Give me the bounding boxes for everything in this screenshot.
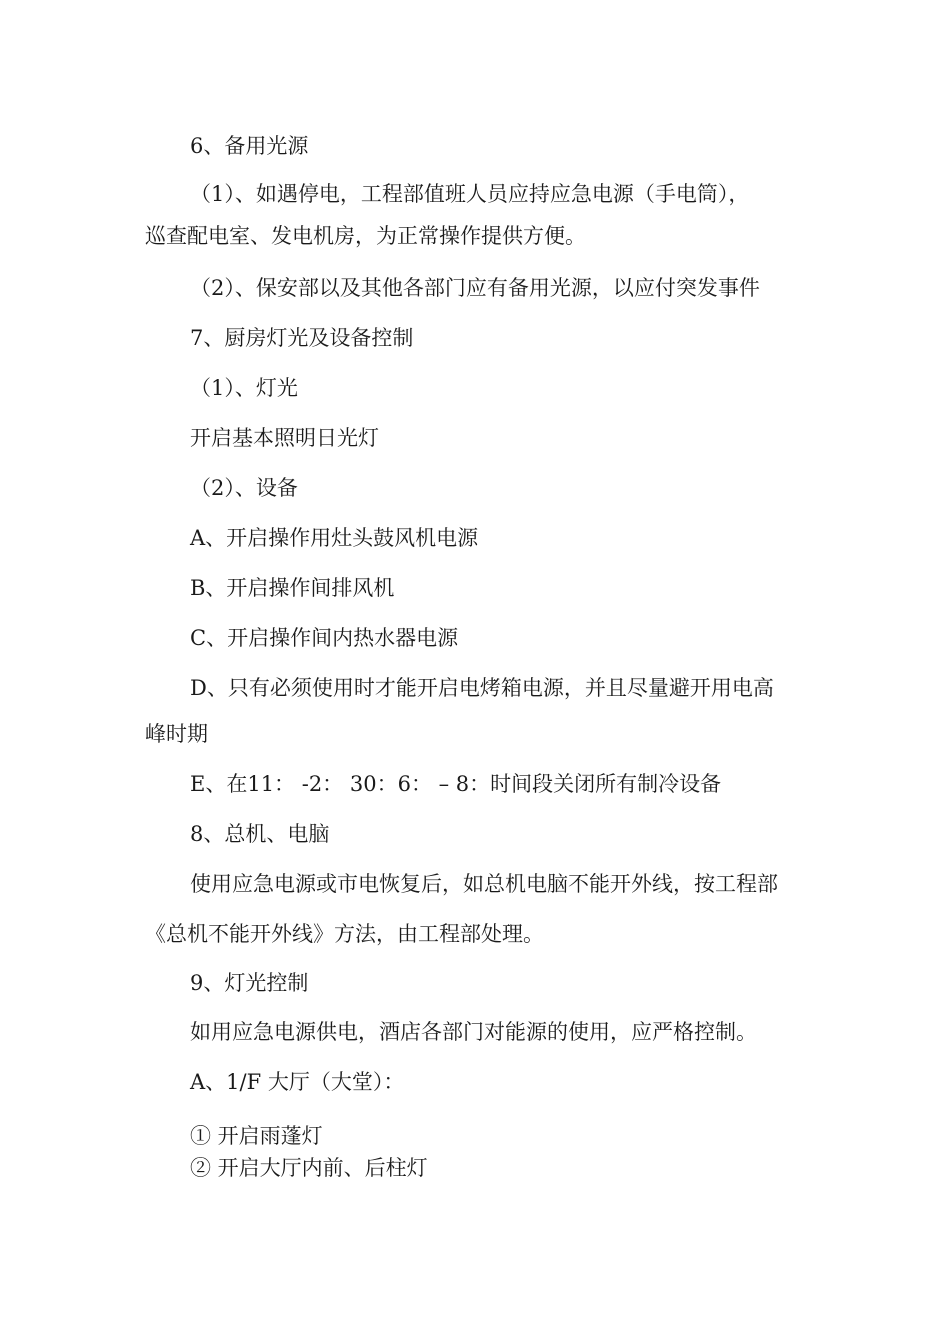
list-item: A、开启操作用灶头鼓风机电源 — [190, 526, 479, 550]
paragraph-line: 使用应急电源或市电恢复后，如总机电脑不能开外线，按工程部 — [190, 872, 778, 896]
heading-kitchen-control: 7、厨房灯光及设备控制 — [190, 326, 414, 350]
paragraph-line: （2）、保安部以及其他各部门应有备用光源，以应付突发事件 — [190, 276, 760, 300]
list-item: D、只有必须使用时才能开启电烤箱电源，并且尽量避开用电高 — [190, 676, 774, 700]
paragraph-line: 如用应急电源供电，酒店各部门对能源的使用，应严格控制。 — [190, 1020, 757, 1044]
list-item: ② 开启大厅内前、后柱灯 — [190, 1156, 428, 1180]
paragraph-line: 《总机不能开外线》方法，由工程部处理。 — [145, 922, 544, 946]
list-item: ① 开启雨蓬灯 — [190, 1124, 323, 1148]
list-item: B、开启操作间排风机 — [190, 576, 395, 600]
heading-backup-light: 6、备用光源 — [190, 134, 309, 158]
paragraph-line: （1）、如遇停电，工程部值班人员应持应急电源（手电筒）， — [190, 182, 750, 206]
paragraph-line: 开启基本照明日光灯 — [190, 426, 379, 450]
list-item: E、在11： -2： 30：6： – 8：时间段关闭所有制冷设备 — [190, 772, 722, 796]
heading-light-control: 9、灯光控制 — [190, 971, 309, 995]
paragraph-line: 巡查配电室、发电机房，为正常操作提供方便。 — [145, 224, 586, 248]
paragraph-line: （1）、灯光 — [190, 376, 298, 400]
paragraph-line: 峰时期 — [145, 722, 208, 746]
heading-switchboard: 8、总机、电脑 — [190, 822, 330, 846]
paragraph-line: （2）、设备 — [190, 476, 298, 500]
list-item: A、1/F 大厅（大堂）： — [190, 1070, 405, 1094]
list-item: C、开启操作间内热水器电源 — [190, 626, 459, 650]
